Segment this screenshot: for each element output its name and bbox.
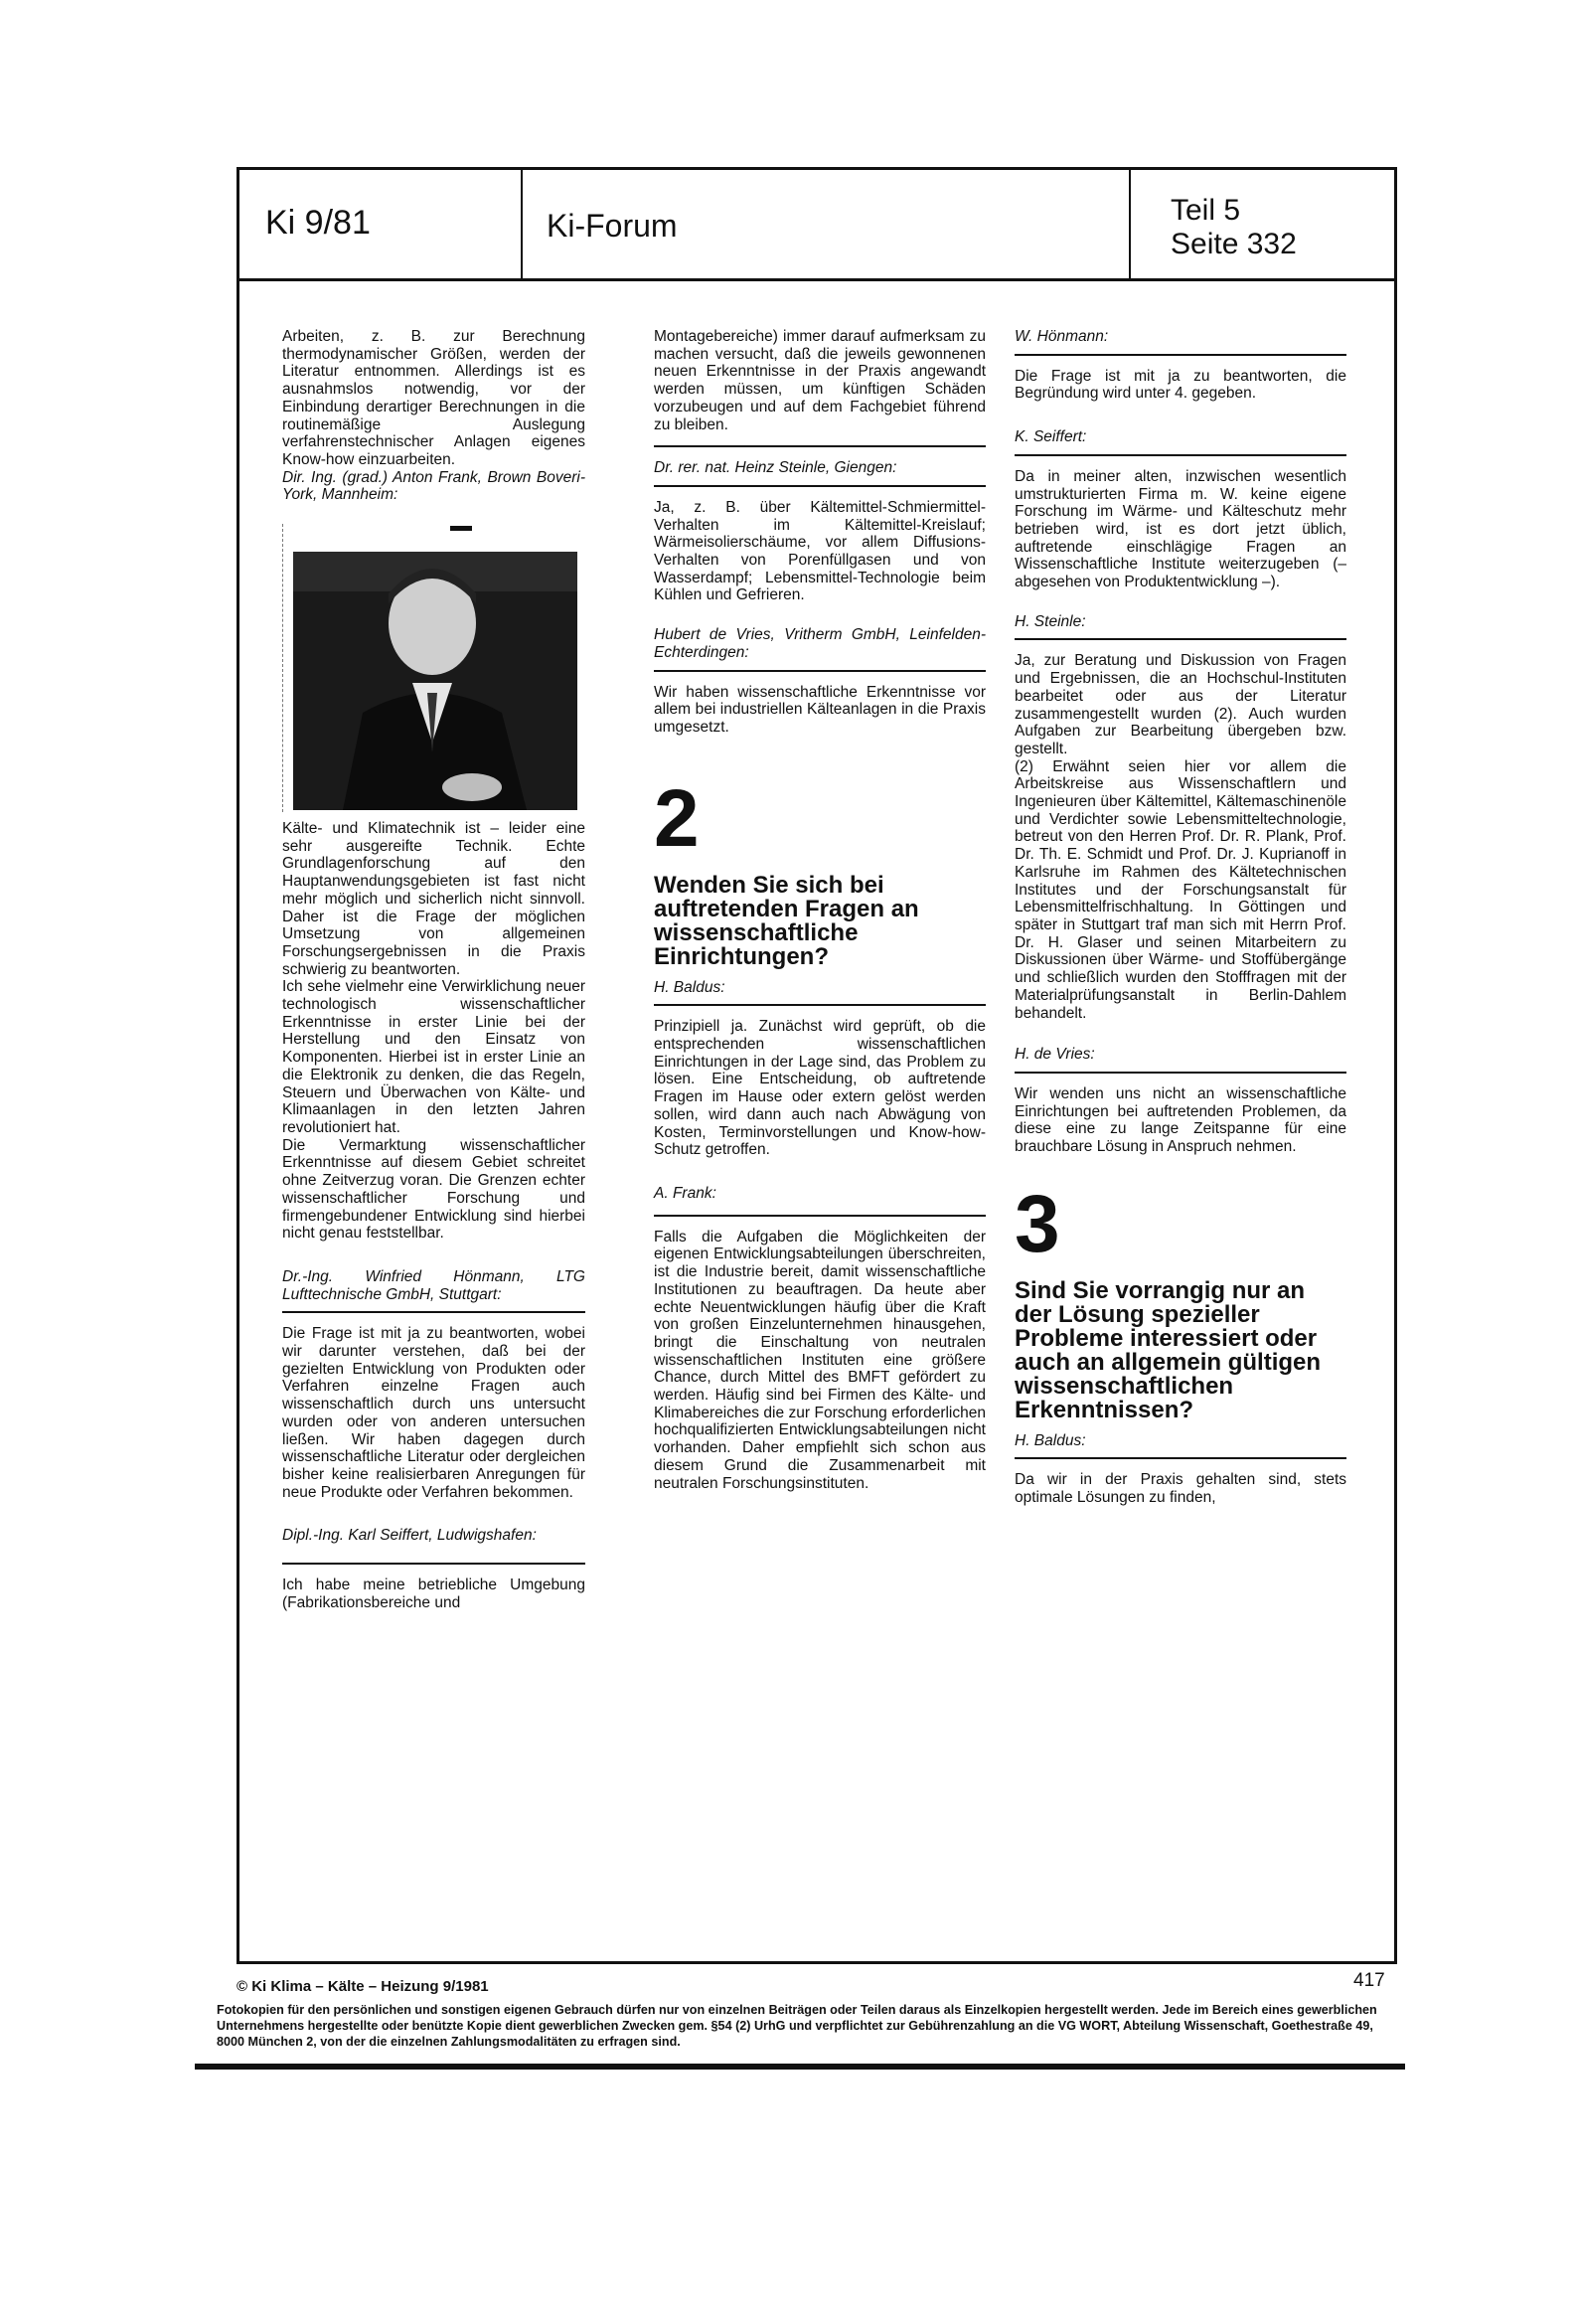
divider (654, 445, 986, 447)
answer-author-frank: A. Frank: (654, 1184, 716, 1202)
divider (654, 485, 986, 487)
author-steinle-short: H. Steinle: (1015, 612, 1086, 630)
author-hoenmann: Dr.-Ing. Winfried Hönmann, LTG Lufttechnische GmbH, Stuttgart: (282, 1267, 585, 1303)
author-seiffert-short: K. Seiffert: (1015, 428, 1087, 446)
copyright-notice: Fotokopien für den persönlichen und sonstigen eigenen Gebrauch dürfen nur von einzelnen Beiträgen oder Teilen daraus als Einzelkopien hergestellt werden. Jede im Bereich eines gewerblichen Unternehmens hergestellte oder benützte Kopie dient gewerblichen Zwecken gem. §54 (2) UrhG und verpflichtet zur Gebührenzahlung an die VG WORT, Abteilung Wissenschaft, Goethestraße 49, 8000 München 2, von der die einzelnen Zahlungsmodalitäten zu erfragen sind. (217, 2003, 1377, 2049)
frank-paragraph-1: Kälte- und Klimatechnik ist – leider eine sehr ausgereifte Technik. Echte Grundlagenforschung auf den Hauptanwendungsgebieten ist fast nicht mehr möglich und sicherlich nicht sinnvoll. Daher ist die Frage der möglichen Umsetzung von allgemeinen Forschungsergebnissen in die Praxis schwierig zu beantworten. (282, 820, 585, 978)
author-frank: Dir. Ing. (grad.) Anton Frank, Brown Boveri-York, Mannheim: (282, 468, 585, 504)
divider (654, 1004, 986, 1006)
question-3-heading: Sind Sie vorrangig nur an der Lösung spezieller Probleme interessiert oder auch an allgemein gültigen wissenschaftlichen Erkenntnissen? (1015, 1276, 1322, 1423)
hoenmann-paragraph: Die Frage ist mit ja zu beantworten, wobei wir darunter verstehen, daß bei der gezielten Entwicklung von Produkten oder Verfahren einzelne Fragen auch wissenschaftlich durch uns untersucht wurden oder von anderen untersuchen ließen. Wir haben dagegen durch wissenschaftliche Literatur oder dergleichen bisher keine realisierbaren Anregungen für neue Produkte oder Verfahren bekommen. (282, 1325, 585, 1501)
frank-answer-paragraph: Falls die Aufgaben die Möglichkeiten der eigenen Entwicklungsabteilungen überschreiten, ist die Industrie bereit, damit wissenschaftliche Institutionen zu beauftragen. Da heute aber echte Neuentwicklungen häufig über die Kraft von großen Einzelunternehmen hinausgehen, bringt die Einschaltung von neutralen wissenschaftlichen Instituten eine größere Chance, durch Mittel des BMFT gefördert zu werden. Häufig sind bei Firmen des Kälte- und Klimabereiches die zur Forschung erforderlichen hochqualifizierten Entwicklungsabteilungen nicht vorhanden. Daher empfiehlt sich schon aus diesem Grund die Zusammenarbeit mit neutralen Forschungsinstituten. (654, 1228, 986, 1492)
hoenmann-short-paragraph: Die Frage ist mit ja zu beantworten, die Begründung wird unter 4. gegeben. (1015, 367, 1346, 403)
continued-paragraph: Montagebereiche) immer darauf aufmerksam zu machen versucht, daß die jeweils gewonnenen neuen Erkenntnisse in der Praxis angewandt werden müssen, um künftigen Schäden vorzubeugen und auf dem Fachgebiet führend zu bleiben. (654, 328, 986, 433)
divider (1015, 354, 1346, 356)
column-1 (282, 328, 585, 1611)
question-2-heading: Wenden Sie sich bei auftretenden Fragen an wissenschaftliche Einrichtungen? (654, 871, 919, 970)
author-seiffert: Dipl.-Ing. Karl Seiffert, Ludwigshafen: (282, 1527, 537, 1545)
divider (282, 1563, 585, 1565)
section-title: Ki-Forum (547, 208, 678, 244)
column-2 (654, 328, 986, 1492)
devries-paragraph: Wir haben wissenschaftliche Erkenntnisse vor allem bei industriellen Kälteanlagen in die Praxis umgesetzt. (654, 683, 986, 736)
seiffert-short-paragraph: Da in meiner alten, inzwischen wesentlich umstrukturierten Firma m. W. keine eigene Forschung im Wärme- und Kälteschutz mehr betrieben wird, ist es dort jetzt üblich, auftretende einschlägige Fragen an Wissenschaftliche Institute weiterzugeben (– abgesehen von Produktentwicklung –). (1015, 467, 1346, 591)
question-2-number: 2 (654, 772, 700, 864)
steinle-short-paragraph-1: Ja, zur Beratung und Diskussion von Fragen und Ergebnissen, die an Hochschul-Instituten bearbeitet oder aus der Literatur zusammengestellt wurden (2). Auch wurden Aufgaben zur Bearbeitung übergeben bzw. gestellt. (1015, 652, 1346, 757)
portrait-photo (282, 524, 581, 812)
question-3-number: 3 (1015, 1178, 1060, 1269)
author-devries: Hubert de Vries, Vritherm GmbH, Leinfelden-Echterdingen: (654, 626, 986, 661)
steinle-paragraph: Ja, z. B. über Kältemittel-Schmiermittel-Verhalten im Kältemittel-Kreislauf; Wärmeisolierschäume, vor allem Diffusions-Verhalten von Porenfüllgasen und von Wasserdampf; Lebensmittel-Technologie beim Kühlen und Gefrieren. (654, 498, 986, 604)
intro-paragraph: Arbeiten, z. B. zur Berechnung thermodynamischer Größen, werden der Literatur entnommen. Allerdings ist es ausnahmslos notwendig, vor der Einbindung derartiger Berechnungen in die routinemäßige Auslegung verfahrenstechnischer Anlagen eigenes Know-how einzuarbeiten. (282, 328, 585, 468)
frank-paragraph-2: Ich sehe vielmehr eine Verwirklichung neuer technologisch wissenschaftlicher Erkenntnisse in erster Linie bei der Herstellung und den Einsatz von Komponenten. Hierbei ist in erster Linie an die Elektronik zu denken, die das Regeln, Steuern und Überwachen von Kälte- und Klimaanlagen in den letzten Jahren revolutioniert hat. (282, 978, 585, 1136)
baldus-q3-paragraph: Da wir in der Praxis gehalten sind, stets optimale Lösungen zu finden, (1015, 1471, 1346, 1507)
frank-paragraph-3: Die Vermarktung wissenschaftlicher Erkenntnisse auf diesem Gebiet schreitet ohne Zeitverzug voran. Die Grenzen echter wissenschaftlicher Forschung und firmengebundener Entwicklung sind hierbei nicht genau feststellbar. (282, 1136, 585, 1243)
page-header (239, 170, 1394, 281)
divider (1015, 1072, 1346, 1074)
part-label: Teil 5 (1171, 194, 1241, 227)
header-section-cell (523, 170, 1131, 278)
page-reference (1171, 194, 1297, 261)
issue-label: Ki 9/81 (265, 204, 371, 242)
answer-author-baldus-q3: H. Baldus: (1015, 1431, 1086, 1449)
seiffert-paragraph: Ich habe meine betriebliche Umgebung (Fabrikationsbereiche und (282, 1577, 585, 1611)
page-label: Seite 332 (1171, 228, 1297, 260)
divider (654, 1215, 986, 1217)
copyright-line: © Ki Klima – Kälte – Heizung 9/1981 (237, 1978, 489, 1995)
header-issue-cell (239, 170, 523, 278)
author-steinle: Dr. rer. nat. Heinz Steinle, Giengen: (654, 459, 897, 477)
divider (1015, 638, 1346, 640)
divider (1015, 454, 1346, 456)
author-devries-short: H. de Vries: (1015, 1046, 1095, 1064)
divider (282, 1311, 585, 1313)
devries-short-paragraph: Wir wenden uns nicht an wissenschaftliche Einrichtungen bei auftretenden Problemen, da diese eine zu lange Zeitspanne für eine brauchbare Lösung in Anspruch nehmen. (1015, 1084, 1346, 1156)
divider (654, 670, 986, 672)
bottom-bar (195, 2064, 1405, 2070)
portrait-image (283, 524, 581, 812)
page-number: 417 (1353, 1970, 1385, 1991)
steinle-short-paragraph-2: (2) Erwähnt seien hier vor allem die Arbeitskreise aus Wissenschaftlern und Ingenieuren über Kältemittel, Kältemaschinenöle und Verdichter sowie Lebensmitteltechnologie, betreut von den Herren Prof. Dr. R. Plank, Prof. Dr. Th. E. Schmidt und Prof. Dr. J. Kuprianoff in Karlsruhe im Rahmen des Kältetechnischen Institutes und der Forschungsanstalt für Lebensmittelfrischhaltung. In Göttingen und später in Stuttgart traf man sich mit Herrn Prof. Dr. H. Glaser und seinen Mitarbeitern zu Diskussionen über Wärme- und Stoffübergänge und schließlich wurden den Stofffragen mit der Materialprüfungsanstalt in Berlin-Dahlem behandelt. (1015, 757, 1346, 1022)
column-3 (1015, 328, 1346, 1507)
author-hoenmann-short: W. Hönmann: (1015, 328, 1109, 345)
header-page-cell (1131, 170, 1397, 278)
baldus-paragraph: Prinzipiell ja. Zunächst wird geprüft, ob die entsprechenden wissenschaftlichen Einrichtungen in der Lage sind, das Problem zu lösen. Eine Entscheidung, ob auftretende Fragen im Hause oder extern gelöst werden sollen, wird dann auch nach Abwägung von Kosten, Terminvorstellungen und Know-how-Schutz getroffen. (654, 1018, 986, 1159)
answer-author-baldus: H. Baldus: (654, 978, 725, 996)
divider (1015, 1457, 1346, 1459)
